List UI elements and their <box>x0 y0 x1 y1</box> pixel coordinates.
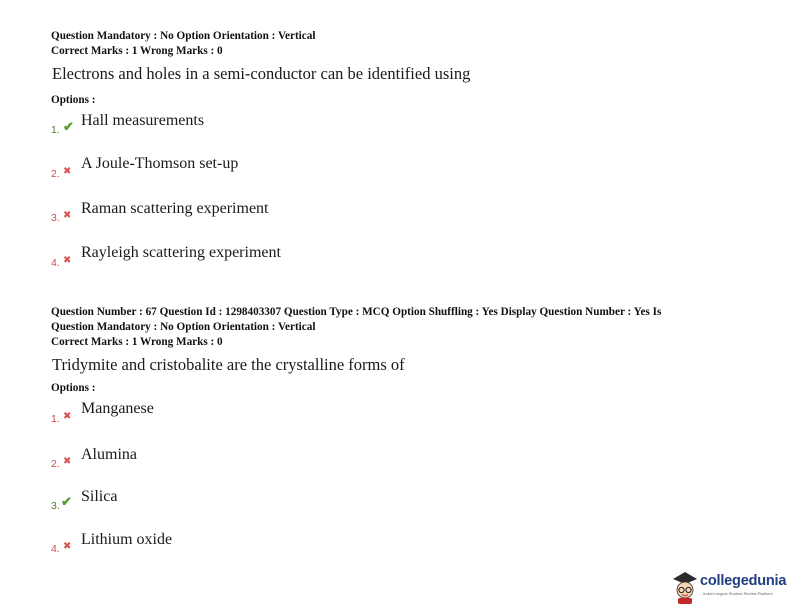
q2-option-4[interactable] <box>0 531 400 555</box>
option-text: Manganese <box>81 400 154 417</box>
cross-icon: ✖ <box>63 210 72 221</box>
option-number: 3. <box>51 500 60 512</box>
mascot-icon <box>670 569 700 605</box>
option-number: 1. <box>51 124 60 136</box>
option-text: Hall measurements <box>81 112 205 129</box>
logo-tagline: India's largest Student Review Platform <box>703 591 773 596</box>
option-text: Alumina <box>81 446 137 463</box>
q2-option-1[interactable] <box>0 400 400 424</box>
option-number: 4. <box>51 257 60 269</box>
check-icon: ✔ <box>61 494 72 509</box>
option-number: 2. <box>51 458 60 470</box>
q2-question-text: Tridymite and cristobalite are the crystalline forms of <box>52 355 405 374</box>
q2-meta-line-2: Question Mandatory : No Option Orientation : Vertical <box>51 321 316 333</box>
cross-icon: ✖ <box>63 411 72 422</box>
q1-option-2[interactable] <box>0 155 400 179</box>
q1-option-1[interactable] <box>0 112 400 136</box>
q1-meta-line-2: Correct Marks : 1 Wrong Marks : 0 <box>51 45 223 57</box>
q2-option-2[interactable] <box>0 446 400 470</box>
option-number: 2. <box>51 168 60 180</box>
collegedunia-logo <box>670 567 788 607</box>
q2-meta-line-3: Correct Marks : 1 Wrong Marks : 0 <box>51 336 223 348</box>
option-text: Silica <box>81 488 118 505</box>
option-text: Raman scattering experiment <box>81 200 269 217</box>
q2-option-3[interactable] <box>0 488 400 512</box>
cross-icon: ✖ <box>63 166 72 177</box>
q1-option-3[interactable] <box>0 200 400 224</box>
q2-options-label: Options : <box>51 382 96 394</box>
option-number: 4. <box>51 543 60 555</box>
q1-option-4[interactable] <box>0 244 400 268</box>
option-number: 1. <box>51 413 60 425</box>
option-text: Rayleigh scattering experiment <box>81 244 281 261</box>
option-number: 3. <box>51 212 60 224</box>
cross-icon: ✖ <box>63 541 72 552</box>
q1-options-label: Options : <box>51 94 96 106</box>
logo-brand-text: collegedunia <box>700 573 787 589</box>
q2-meta-line-1: Question Number : 67 Question Id : 1298403307 Question Type : MCQ Option Shuffling : Yes Display Question Number : Yes Is <box>51 306 662 318</box>
q1-question-text: Electrons and holes in a semi-conductor can be identified using <box>52 64 471 83</box>
cross-icon: ✖ <box>63 255 72 266</box>
q1-meta-line-1: Question Mandatory : No Option Orientation : Vertical <box>51 30 316 42</box>
option-text: A Joule-Thomson set-up <box>81 155 239 172</box>
check-icon: ✔ <box>63 119 74 134</box>
cross-icon: ✖ <box>63 456 72 467</box>
option-text: Lithium oxide <box>81 531 173 548</box>
